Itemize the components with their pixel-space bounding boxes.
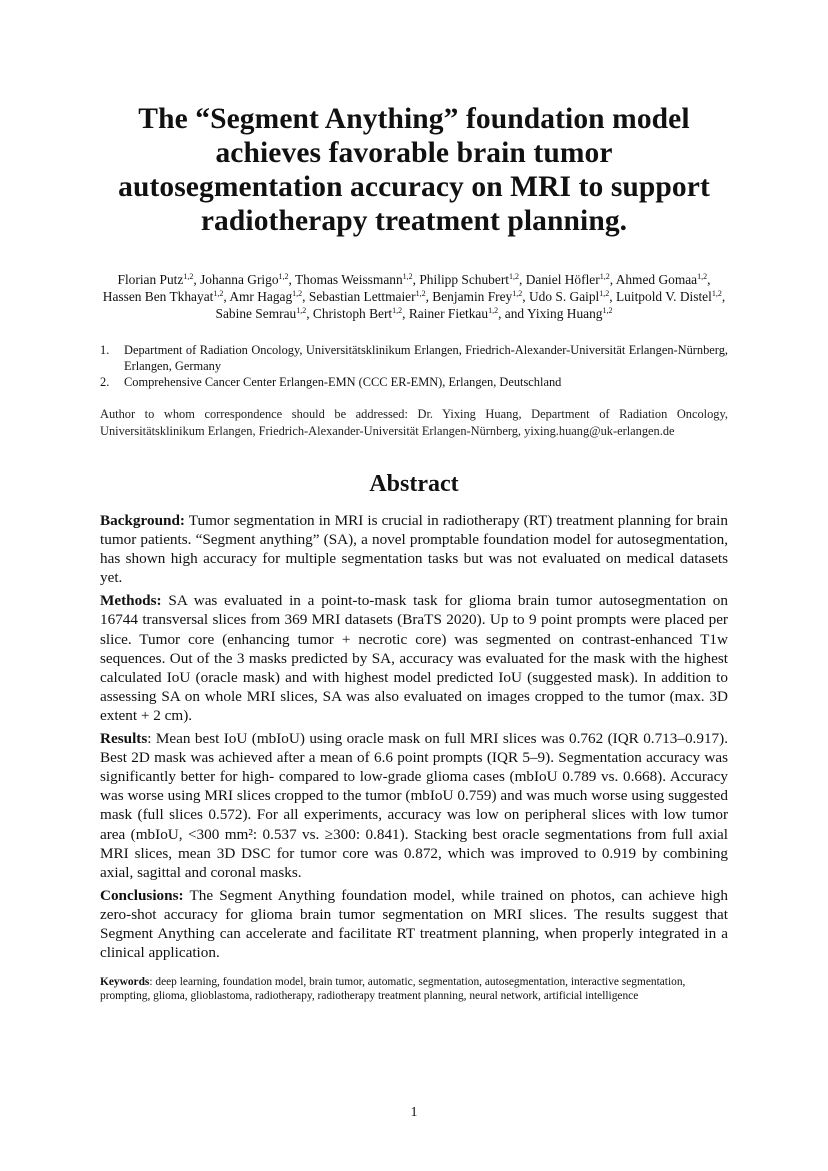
- author-affiliation-marker: 1,2: [697, 272, 708, 281]
- author-affiliation-marker: 1,2: [509, 272, 520, 281]
- page-number: 1: [410, 1105, 418, 1120]
- abstract-background: [100, 511, 728, 587]
- keywords-text: : deep learning, foundation model, brain tumor, automatic, segmentation, autosegmentation, interactive segmentation, prompting, glioma, glioblastoma, radiotherapy, radiotherapy treatment planning, neural network, artificial intelligence: [100, 976, 686, 1003]
- author-name: Ahmed Gomaa: [615, 272, 698, 287]
- abstract-heading: Abstract: [369, 471, 459, 497]
- author-name: Hassen Ben Tkhayat: [102, 289, 214, 304]
- author-affiliation-marker: 1,2: [599, 272, 610, 281]
- author-name: Udo S. Gaipl: [528, 289, 600, 304]
- affiliation-item: [100, 374, 728, 390]
- conclusions-text: The Segment Anything foundation model, while trained on photos, can achieve high zero-shot accuracy for glioma brain tumor segmentation on MRI slices. The results suggest that Segment Anything can accelerate and facilitate RT treatment planning, when properly integrated in a clinical application.: [100, 886, 728, 962]
- author-affiliation-marker: 1,2: [183, 272, 194, 281]
- affiliation-text: Comprehensive Cancer Center Erlangen-EMN (CCC ER-EMN), Erlangen, Deutschland: [124, 375, 562, 389]
- affiliation-number: 2.: [100, 375, 110, 389]
- paper-page: [100, 102, 728, 1004]
- affiliation-number: 1.: [100, 343, 110, 357]
- author-affiliation-marker: 1,2: [392, 306, 403, 315]
- conclusions-label: Conclusions:: [100, 886, 184, 904]
- author-affiliation-marker: 1,2: [711, 289, 722, 298]
- affiliation-text: Department of Radiation Oncology, Universitätsklinikum Erlangen, Friedrich-Alexander-Universität Erlangen-Nürnberg, Erlangen, Germany: [124, 343, 728, 373]
- abstract-conclusions: [100, 886, 728, 962]
- author-name: Benjamin Frey: [432, 289, 513, 304]
- author-name: Amr Hagag: [229, 289, 293, 304]
- author-affiliation-marker: 1,2: [292, 289, 303, 298]
- author-name: Florian Putz: [117, 272, 184, 287]
- author-list: Florian Putz$^{1,2}$, Johanna Grigo$^{1,2}$, Thomas Weissmann$^{1,2}$, Philipp Schubert$^{1,2}$, Daniel Höfler$^{1,2}$, Ahmed Gomaa$^{1,2}$, Hassen Ben Tkhayat$^{1,2}$, Amr Hagag$^{1,2}$, Sebastian Lettmaier$^{1,2}$, Benjamin Frey$^{1,2}$, Udo S. Gaipl$^{1,2}$, Luitpold V. Distel$^{1,2}$, Sabine Semrau$^{1,2}$, Christoph Bert$^{1,2}$, Rainer Fietkau$^{1,2}$, and Yixing Huang$^{1,2}$: [102, 272, 726, 321]
- background-label: Background:: [100, 512, 185, 529]
- author-affiliation-marker: 1,2: [296, 306, 307, 315]
- author-name: Luitpold V. Distel: [615, 289, 712, 304]
- author-name: and Yixing Huang: [504, 306, 603, 321]
- author-affiliation-marker: 1,2: [415, 289, 426, 298]
- author-name: Christoph Bert: [312, 306, 393, 321]
- author-affiliation-marker: 1,2: [602, 306, 613, 315]
- author-affiliation-marker: 1,2: [213, 289, 224, 298]
- affiliation-item: [100, 342, 728, 374]
- background-text: Tumor segmentation in MRI is crucial in radiotherapy (RT) treatment planning for brain tumor patients. “Segment anything” (SA), a novel promptable foundation model for autosegmentation, has shown high accuracy for multiple segmentation tasks but was not evaluated on medical datasets yet.: [100, 512, 728, 587]
- author-affiliation-marker: 1,2: [512, 289, 523, 298]
- abstract-body: [100, 511, 728, 962]
- author-name: Rainer Fietkau: [408, 306, 489, 321]
- author-name: Daniel Höfler: [525, 272, 600, 287]
- keywords-label: Keywords: [100, 976, 150, 989]
- author-affiliation-marker: 1,2: [402, 272, 413, 281]
- abstract-methods: [100, 591, 728, 725]
- abstract-results: [100, 729, 728, 882]
- keywords-section: [100, 975, 728, 1004]
- affiliation-list: [100, 342, 728, 390]
- results-label: Results: [100, 730, 148, 748]
- author-affiliation-marker: 1,2: [278, 272, 289, 281]
- author-name: Thomas Weissmann: [295, 272, 403, 287]
- results-text: : Mean best IoU (mbIoU) using oracle mask on full MRI slices was 0.762 (IQR 0.713–0.917). Best 2D mask was achieved after a mean of 6.6 point prompts (IQR 5–9). Segmentation accuracy was significantly better for high- compared to low-grade glioma cases (mbIoU 0.789 vs. 0.668). Accuracy was worse using MRI slices cropped to the tumor (mbIoU 0.759) and was much worse using suggested mask (full slices 0.572). For all experiments, accuracy was low on peripheral slices with low tumor area (mbIoU, <300 mm²: 0.537 vs. ≥300: 0.841). Stacking best oracle segmentations from full axial MRI slices, mean 3D DSC for tumor core was 0.872, which was improved to 0.919 by combining axial, sagittal and coronal masks.: [100, 730, 728, 881]
- paper-title: The “Segment Anything” foundation model achieves favorable brain tumor autosegmentation accuracy on MRI to support radiotherapy treatment planning.: [118, 103, 710, 237]
- author-affiliation-marker: 1,2: [488, 306, 499, 315]
- methods-label: Methods:: [100, 592, 162, 610]
- author-affiliation-marker: 1,2: [599, 289, 610, 298]
- correspondence-note: Author to whom correspondence should be addressed: Dr. Yixing Huang, Department of Radiation Oncology, Universitätsklinikum Erlangen, Friedrich-Alexander-Universität Erlangen-Nürnberg, yixing.huang@uk-erlangen.de: [100, 407, 728, 438]
- methods-text: SA was evaluated in a point-to-mask task for glioma brain tumor autosegmentation on 16744 transversal slices from 369 MRI datasets (BraTS 2020). Up to 9 point prompts were placed per slice. Tumor core (enhancing tumor + necrotic core) was segmented on contrast-enhanced T1w sequences. Out of the 3 masks predicted by SA, accuracy was evaluated for the mask with the highest calculated IoU (oracle mask) and with highest model predicted IoU (suggested mask). In addition to assessing SA on whole MRI slices, SA was also evaluated on images cropped to the tumor (max. 3D extent + 2 cm).: [100, 592, 728, 724]
- author-name: Johanna Grigo: [200, 272, 279, 287]
- author-name: Sabine Semrau: [215, 306, 297, 321]
- author-name: Sebastian Lettmaier: [308, 289, 416, 304]
- author-name: Philipp Schubert: [419, 272, 510, 287]
